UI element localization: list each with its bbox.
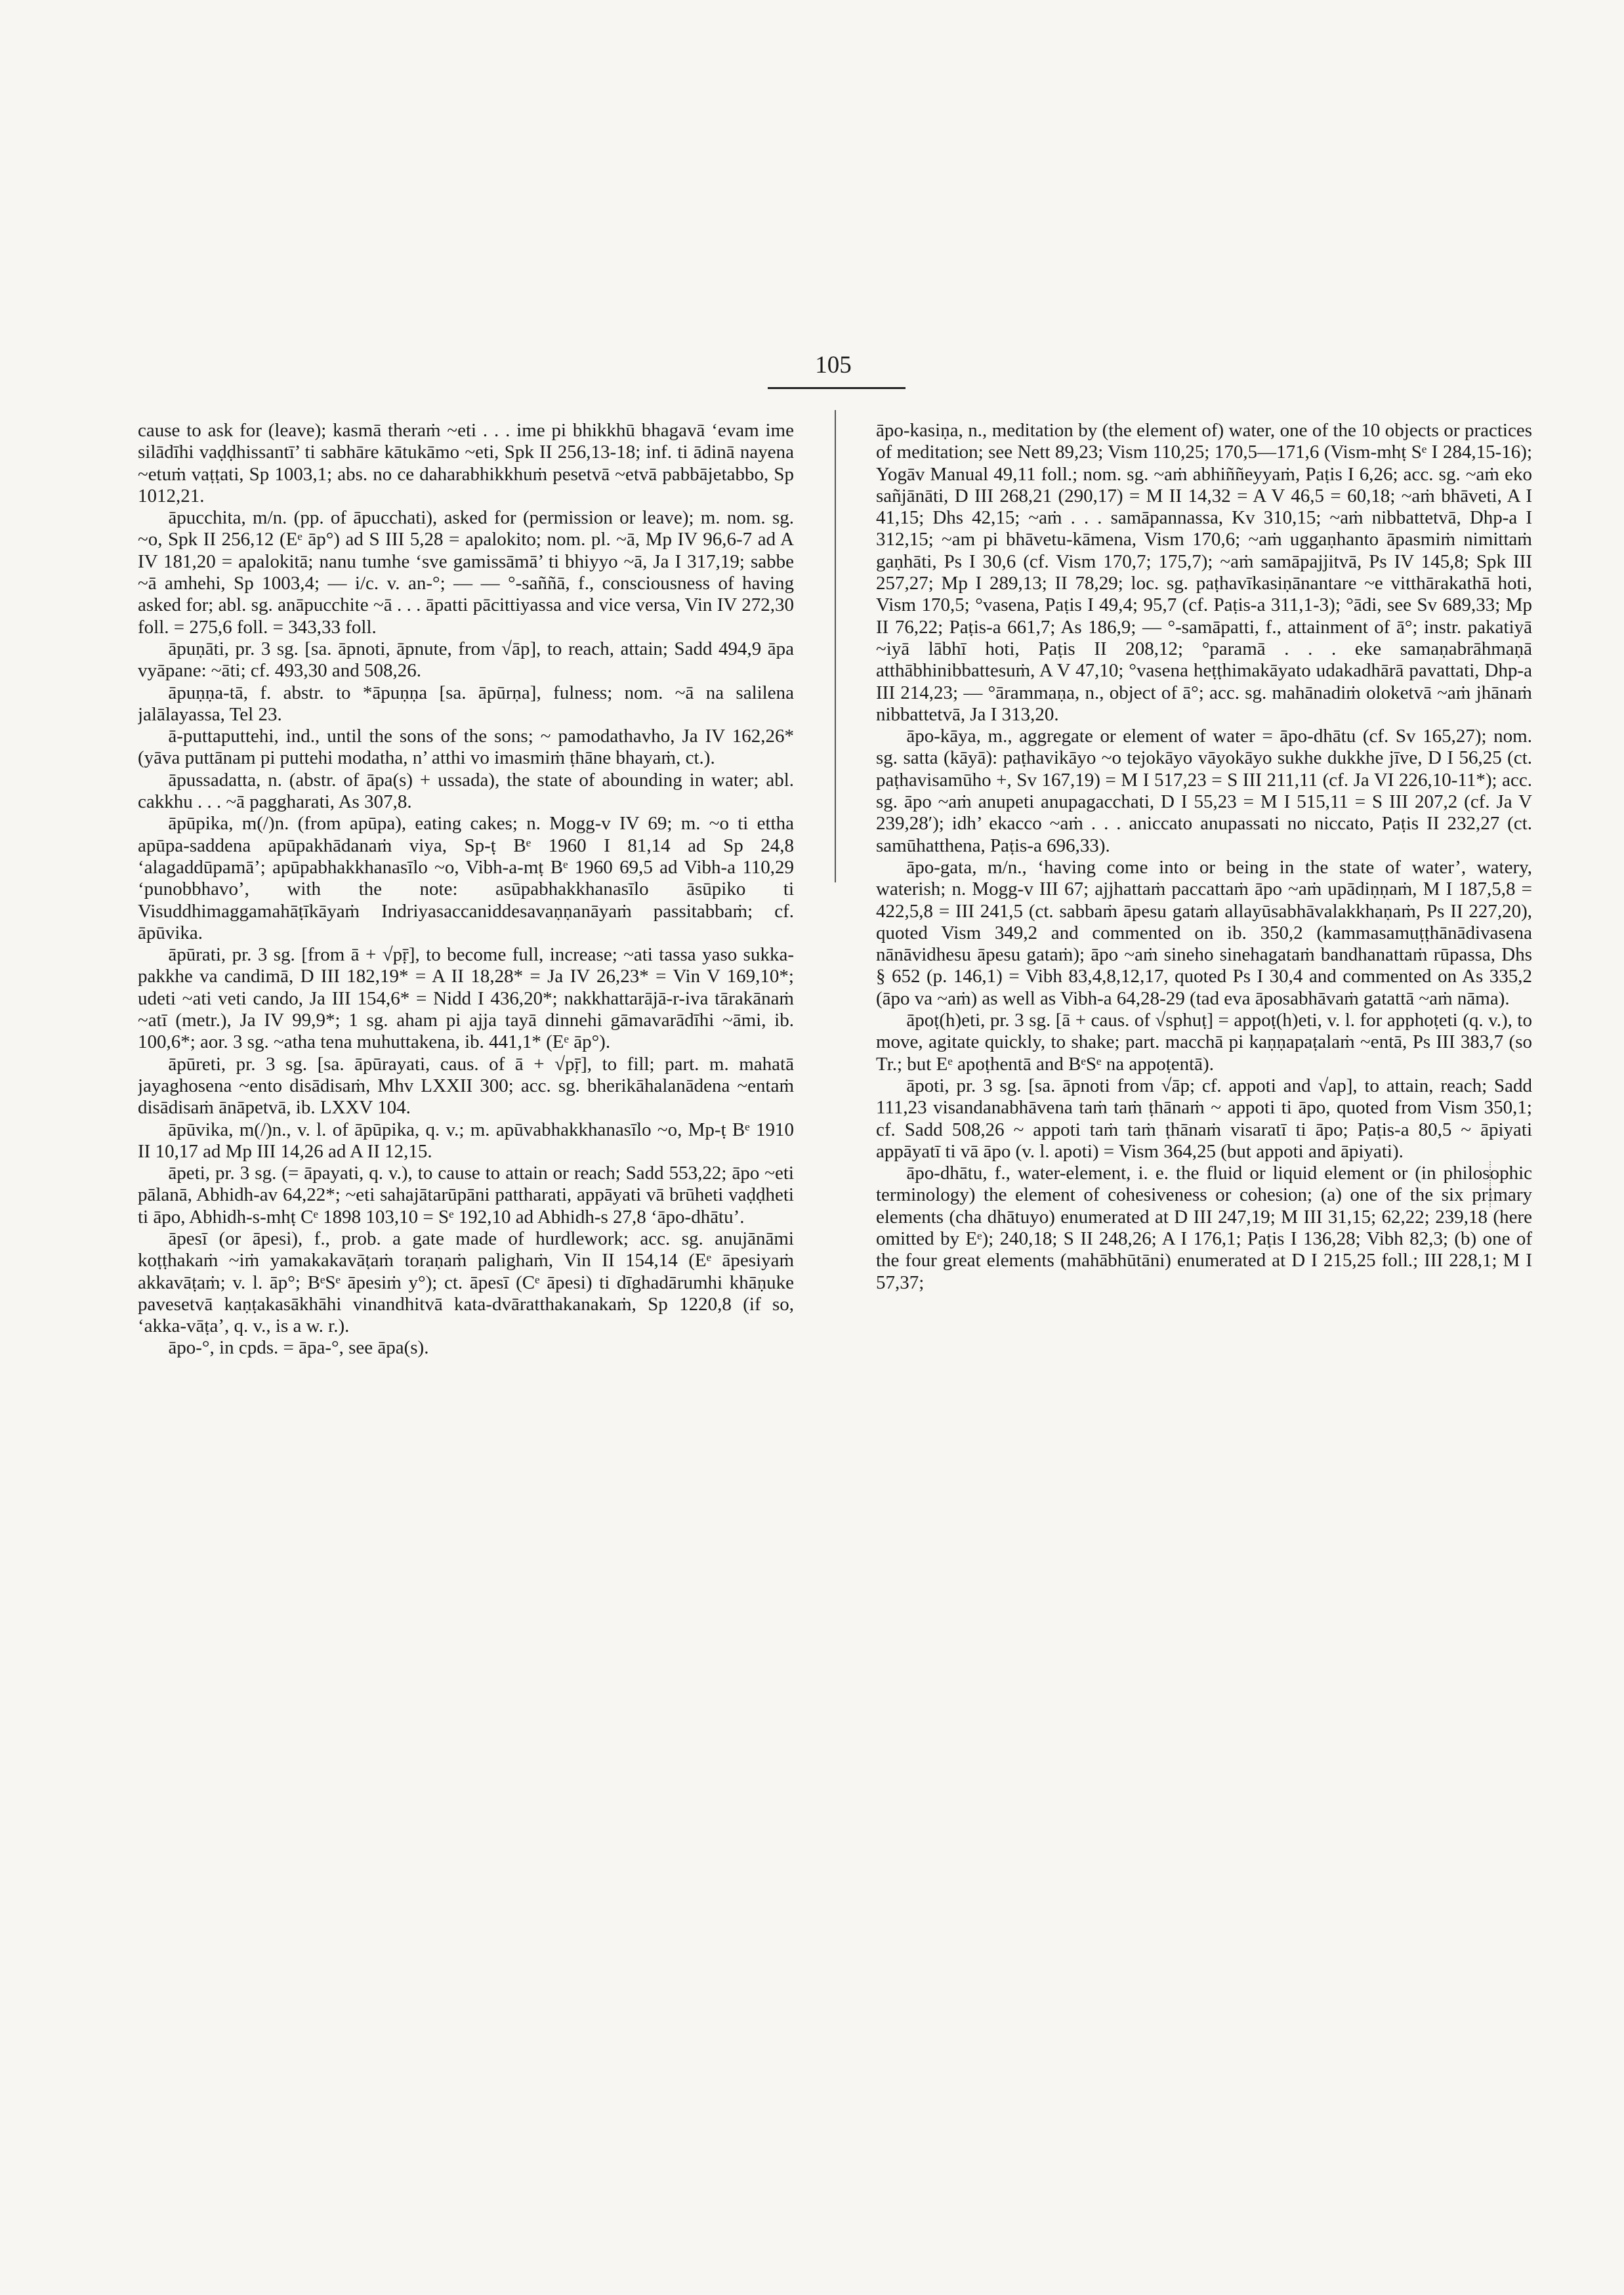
margin-mark [1489, 1161, 1495, 1207]
entry: āpoti, pr. 3 sg. [sa. āpnoti from √āp; cf. appoti and √ap], to attain, reach; Sadd 111,23 visandanabhāvena taṁ taṁ ṭhānaṁ ~ appoti ti āpo, quoted from Vism 350,1; cf. Sadd 508,26 ~ appoti taṁ taṁ ṭhānaṁ visaratī ti āpo; Paṭis-a 80,5 ~ āpiyati appāyatī ti vā āpo (v. l. apoti) = Vism 364,25 (but appoti and āpiyati). [876, 1075, 1532, 1162]
entry: āpucchita, m/n. (pp. of āpucchati), asked for (permission or leave); m. nom. sg. ~o, Spk II 256,12 (Eᵉ āp°) ad S III 5,28 = apalokito; nom. pl. ~ā, Mp IV 96,6-7 ad A IV 181,20 = apalokitā; nanu tumhe ‘sve gamissāmā’ ti bhiyyo ~ā, Ja I 317,19; sabbe ~ā amhehi, Sp 1003,4; — i/c. v. an-°; — — °-saññā, f., consciousness of having asked for; abl. sg. anāpucchite ~ā . . . āpatti pācittiyassa and vice versa, Vin IV 272,30 foll. = 275,6 foll. = 343,33 foll. [138, 507, 794, 638]
entry: āpeti, pr. 3 sg. (= āpayati, q. v.), to cause to attain or reach; Sadd 553,22; āpo ~eti pālanā, Abhidh-av 64,22*; ~eti sahajātarūpāni pattharati, appāyati vā brūheti vaḍḍheti ti āpo, Abhidh-s-mhṭ Cᵉ 1898 103,10 = Sᵉ 192,10 ad Abhidh-s 27,8 ‘āpo-dhātu’. [138, 1163, 794, 1228]
entry: āpo-°, in cpds. = āpa-°, see āpa(s). [168, 1337, 429, 1359]
entry: āpo-dhātu, f., water-element, i. e. the fluid or liquid element or (in philosophic terminology) the element of cohesiveness or cohesion; (a) one of the six primary elements (cha dhātuyo) enumerated at D III 247,19; M III 31,15; 62,22; 239,18 (here omitted by Eᵉ); 240,18; S II 248,26; A I 176,1; Paṭis I 136,28; Vibh 82,3; (b) one of the four great elements (mahābhūtāni) enumerated at D I 215,25 foll.; III 228,1; M I 57,37; [876, 1163, 1532, 1293]
entry: cause to ask for (leave); kasmā theraṁ ~eti . . . ime pi bhikkhū bhagavā ‘evam ime silādīhi vaḍḍhissantī’ ti sabhāre kātukāmo ~eti, Spk II 256,13-18; inf. ti ādinā nayena ~etuṁ vaṭṭati, Sp 1003,1; abs. no ce daharabhikkhuṁ pesetvā ~etvā pabbājetabbo, Sp 1012,21. [138, 420, 794, 507]
entry: āpussadatta, n. (abstr. of āpa(s) + ussada), the state of abounding in water; abl. cakkhu . . . ~ā paggharati, As 307,8. [138, 769, 794, 813]
page-number: 105 [815, 352, 852, 379]
entry: āpoṭ(h)eti, pr. 3 sg. [ā + caus. of √sphuṭ] = appoṭ(h)eti, v. l. for apphoṭeti (q. v.), to move, agitate quickly, to shake; part. macchā pi kaṇṇapaṭalaṁ ~entā, Ps III 383,7 (so Tr.; but Eᵉ apoṭhentā and BᵉSᵉ na appoṭentā). [876, 1010, 1532, 1075]
entry: āpo-gata, m/n., ‘having come into or being in the state of water’, watery, waterish; n. Mogg-v III 67; ajjhattaṁ paccattaṁ āpo ~aṁ upādiṇṇaṁ, M I 187,5,8 = 422,5,8 = III 241,5 (ct. sabbaṁ āpesu gataṁ allayūsabhāvalakkhaṇaṁ, Ps II 227,20), quoted Vism 349,2 and commented on ib. 350,2 (kammasamuṭṭhānādivasena nānāvidhesu āpesu gataṁ); āpo ~aṁ sineho sinehagataṁ bandhanattaṁ rūpassa, Dhs § 652 (p. 146,1) = Vibh 83,4,8,12,17, quoted Ps I 30,4 and commented on As 335,2 (āpo va ~aṁ) as well as Vibh-a 64,28-29 (tad eva āposabhāvaṁ gatattā ~aṁ nāma). [876, 856, 1532, 1009]
entry: āpūvika, m(/)n., v. l. of āpūpika, q. v.; m. apūvabhakkhanasīlo ~o, Mp-ṭ Bᵉ 1910 II 10,17 ad Mp III 14,26 ad A II 12,15. [138, 1119, 794, 1162]
entry: āpūreti, pr. 3 sg. [sa. āpūrayati, caus. of ā + √pṝ], to fill; part. m. mahatā jayaghosena ~ento disādisaṁ, Mhv LXXII 300; acc. sg. bherikāhalanādena ~entaṁ disādisaṁ ānāpetvā, ib. LXXV 104. [138, 1053, 794, 1119]
entry: āpūpika, m(/)n. (from apūpa), eating cakes; n. Mogg-v IV 69; m. ~o ti ettha apūpa-saddena apūpakhādanaṁ viya, Sp-ṭ Bᵉ 1960 I 81,14 ad Sp 24,8 ‘alagaddūpamā’; apūpabhakkhanasīlo ~o, Vibh-a-mṭ Bᵉ 1960 69,5 ad Vibh-a 110,29 ‘punobbhavo’, with the note: asūpabhakkhanasīlo āsūpiko ti Visuddhimaggamahāṭīkāyaṁ Indriyasaccaniddesavaṇṇanāyaṁ passitabbaṁ; cf. āpūvika. [138, 813, 794, 943]
entry: āpuṇāti, pr. 3 sg. [sa. āpnoti, āpnute, from √āp], to reach, attain; Sadd 494,9 āpa vyāpane: ~āti; cf. 493,30 and 508,26. [138, 638, 794, 682]
entry: āpūrati, pr. 3 sg. [from ā + √pṝ], to become full, increase; ~ati tassa yaso sukka-pakkhe va candimā, D III 182,19* = A II 18,28* = Ja IV 26,23* = Vin V 169,10*; udeti ~ati veti cando, Ja III 154,6* = Nidd I 436,20*; nakkhattarājā-r-iva tārakānaṁ ~atī (metr.), Ja IV 99,9*; 1 sg. aham pi ajja tayā dinnehi gāmavarādīhi ~āmi, ib. 100,6*; aor. 3 sg. ~atha tena muhuttakena, ib. 441,1* (Eᵉ āp°). [138, 944, 794, 1053]
entry: ā-puttaputtehi, ind., until the sons of the sons; ~ pamodathavho, Ja IV 162,26* (yāva puttānam pi puttehi modatha, n’ atthi vo imasmiṁ ṭhāne bhayaṁ, ct.). [138, 726, 794, 769]
left-column [138, 420, 794, 2270]
header-rule [768, 387, 906, 389]
column-divider [835, 410, 836, 882]
entry: āpuṇṇa-tā, f. abstr. to *āpuṇṇa [sa. āpūrṇa], fulness; nom. ~ā na salilena jalālayassa, Tel 23. [138, 682, 794, 725]
entry: āpesī (or āpesi), f., prob. a gate made of hurdlework; acc. sg. anujānāmi koṭṭhakaṁ ~iṁ yamakakavāṭaṁ toraṇaṁ palighaṁ, Vin II 154,14 (Eᵉ āpesiyaṁ akkavāṭaṁ; v. l. āp°; BᵉSᵉ āpesiṁ y°); ct. āpesī (Cᵉ āpesi) ti dīghadārumhi khāṇuke pavesetvā kaṇṭakasākhāhi vinandhitvā kata-dvāratthakanakaṁ, Sp 1220,8 (if so, ‘akka-vāṭa’, q. v., is a w. r.). [138, 1228, 794, 1337]
entry: āpo-kāya, m., aggregate or element of water = āpo-dhātu (cf. Sv 165,27); nom. sg. satta (kāyā): paṭhavikāyo ~o tejokāyo vāyokāyo sukhe dukkhe jīve, D I 56,25 (ct. paṭhavisamūho +, Sv 167,19) = M I 517,23 = S III 211,11 (cf. Ja VI 226,10-11*); acc. sg. āpo ~aṁ anupeti anupagacchati, D I 55,23 = M I 515,11 = S III 207,2 (cf. Ja V 239,28′); idh’ ekacco ~aṁ . . . aniccato anupassati no niccato, Paṭis II 232,27 (ct. samūhatthena, Paṭis-a 696,33). [876, 726, 1532, 856]
entry: āpo-kasiṇa, n., meditation by (the element of) water, one of the 10 objects or practices of meditation; see Nett 89,23; Vism 110,25; 170,5—171,6 (Vism-mhṭ Sᵉ I 284,15-16); Yogāv Manual 49,11 foll.; nom. sg. ~aṁ abhiññeyyaṁ, Paṭis I 6,26; acc. sg. ~aṁ eko sañjānāti, D III 268,21 (290,17) = M II 14,32 = A V 46,5 = 60,18; ~aṁ bhāveti, A I 41,15; Dhs 42,15; ~aṁ . . . samāpannassa, Kv 310,15; ~aṁ nibbattetvā, Dhp-a I 312,15; ~am pi bhāvetu-kāmena, Vism 170,6; ~aṁ uggaṇhanto āpasmiṁ nimittaṁ gaṇhāti, Ps I 30,6 (cf. Vism 170,7; 175,7); ~aṁ samāpajjitvā, Ps IV 145,8; Spk III 257,27; Mp I 289,13; II 78,29; loc. sg. paṭhavīkasiṇānantare ~e vitthārakathā hoti, Vism 170,5; °vasena, Paṭis I 49,4; 95,7 (cf. Paṭis-a 311,1-3); °ādi, see Sv 689,33; Mp II 76,22; Paṭis-a 661,7; As 186,9; — °-samāpatti, f., attainment of ā°; instr. pakatiyā ~iyā lābhī hoti, Paṭis II 208,12; °paramā . . . eke samaṇabrāhmaṇā atthābhinibbattesuṁ, A V 47,10; °vasena heṭṭhimakāyato udakadhārā pavattati, Dhp-a III 214,23; — °ārammaṇa, n., object of ā°; acc. sg. mahānadiṁ oloketvā ~aṁ jhānaṁ nibbattetvā, Ja I 313,20. [876, 420, 1532, 725]
right-column [876, 420, 1532, 2270]
